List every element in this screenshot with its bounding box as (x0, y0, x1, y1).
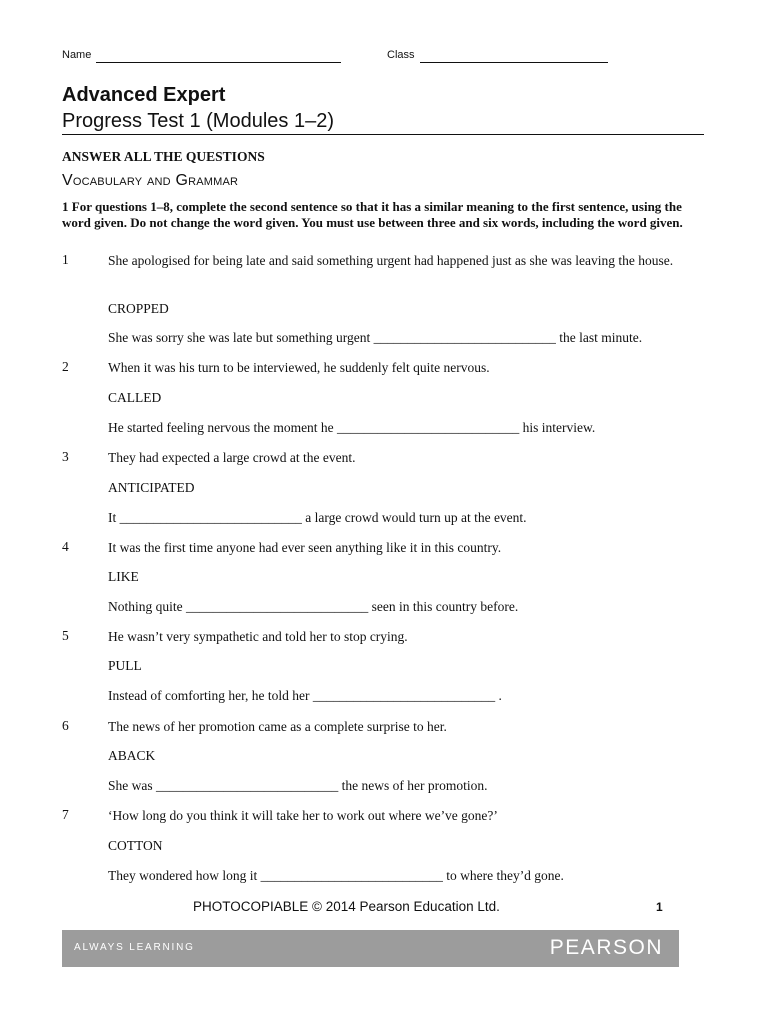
question-number: 7 (62, 807, 69, 822)
question-number: 2 (62, 359, 69, 374)
question-sentence: It was the first time anyone had ever seen anything like it in this country. (108, 540, 502, 555)
question-number: 4 (62, 539, 69, 554)
publisher-logo: PEARSON (549, 936, 663, 959)
tagline: ALWAYS LEARNING (74, 942, 195, 953)
title-divider (62, 134, 704, 135)
question-answer-line: She was ___________________________ the news of her promotion. (108, 778, 488, 793)
question-keyword: LIKE (108, 569, 139, 584)
question-keyword: ABACK (108, 748, 156, 763)
document-title: Advanced Expert (62, 84, 226, 106)
name-class-row (62, 49, 622, 65)
question-answer-line: They wondered how long it ___________________________ to where they’d gone. (108, 868, 564, 883)
answer-all-heading: ANSWER ALL THE QUESTIONS (62, 149, 265, 164)
question-sentence: The news of her promotion came as a complete surprise to her. (108, 719, 447, 734)
question-keyword: PULL (108, 658, 142, 673)
question-answer-line: She was sorry she was late but something urgent ___________________________ the last minute. (108, 330, 643, 345)
class-field-line (420, 49, 608, 63)
question-number: 5 (62, 628, 69, 643)
question-sentence: He wasn’t very sympathetic and told her to stop crying. (108, 629, 408, 644)
page-number: 1 (656, 900, 663, 914)
question-answer-line: It ___________________________ a large crowd would turn up at the event. (108, 510, 527, 525)
instructions: 1 For questions 1–8, complete the second sentence so that it has a similar meaning to the first sentence, using the word given. Do not change the word given. You must use between three and six words, including the word given. (62, 199, 683, 230)
question-answer-line: Instead of comforting her, he told her ___________________________ . (108, 688, 502, 703)
question-keyword: COTTON (108, 838, 163, 853)
question-sentence: They had expected a large crowd at the event. (108, 450, 356, 465)
section-heading: Vocabulary and Grammar (62, 172, 239, 189)
document-subtitle: Progress Test 1 (Modules 1–2) (62, 110, 334, 132)
question-keyword: ANTICIPATED (108, 480, 195, 495)
brand-footer-bar (62, 930, 679, 967)
copyright-notice: PHOTOCOPIABLE © 2014 Pearson Education Ltd. (193, 899, 500, 914)
name-field-line (96, 49, 341, 63)
question-number: 3 (62, 449, 69, 464)
question-keyword: CROPPED (108, 301, 169, 316)
question-answer-line: He started feeling nervous the moment he ___________________________ his interview. (108, 420, 596, 435)
question-sentence: She apologised for being late and said something urgent had happened just as she was leaving the house. (108, 253, 674, 268)
question-number: 1 (62, 252, 69, 267)
name-label: Name (62, 49, 92, 61)
question-sentence: ‘How long do you think it will take her to work out where we’ve gone?’ (108, 808, 498, 823)
question-sentence: When it was his turn to be interviewed, he suddenly felt quite nervous. (108, 360, 490, 375)
question-number: 6 (62, 718, 69, 733)
question-keyword: CALLED (108, 390, 162, 405)
class-label: Class (387, 49, 415, 61)
question-answer-line: Nothing quite ___________________________ seen in this country before. (108, 599, 519, 614)
